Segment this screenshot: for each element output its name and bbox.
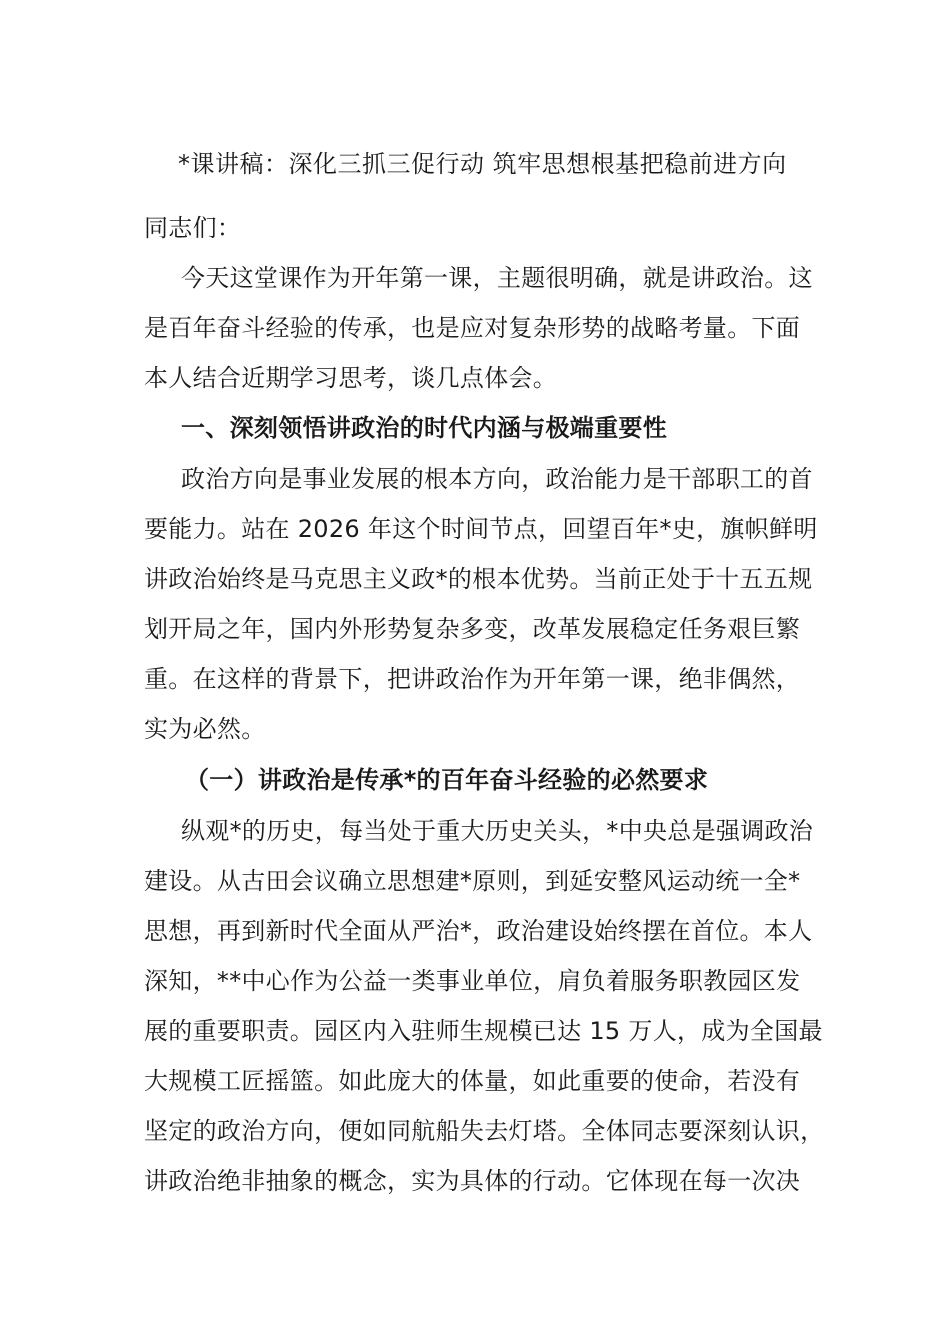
paragraph-line: 纵观*的历史，每当处于重大历史关头，*中央总是强调政治 [181,817,814,845]
paragraph-line: 大规模工匠摇篮。如此庞大的体量，如此重要的使命，若没有 [144,1067,801,1095]
paragraph-line: 今天这堂课作为开年第一课，主题很明确，就是讲政治。这 [181,264,813,292]
paragraph-line: 讲政治绝非抽象的概念，实为具体的行动。它体现在每一次决 [144,1167,801,1195]
paragraph-line: 深知，**中心作为公益一类事业单位，肩负着服务职教园区发 [144,967,801,995]
paragraph-line: 坚定的政治方向，便如同航船失去灯塔。全体同志要深刻认识， [144,1117,825,1145]
paragraph-line: 划开局之年，国内外形势复杂多变，改革发展稳定任务艰巨繁 [144,615,801,643]
paragraph-line: 政治方向是事业发展的根本方向，政治能力是干部职工的首 [181,465,813,493]
paragraph-line: 讲政治始终是马克思主义政*的根本优势。当前正处于十五五规 [144,565,813,593]
paragraph-line: 重。在这样的背景下，把讲政治作为开年第一课，绝非偶然， [144,665,801,693]
paragraph-line: 实为必然。 [144,715,266,743]
paragraph-line: 展的重要职责。园区内入驻师生规模已达 15 万人，成为全国最 [144,1017,823,1045]
paragraph-line: 本人结合近期学习思考，谈几点体会。 [144,364,558,392]
document-title: *课讲稿：深化三抓三促行动 筑牢思想根基把稳前进方向 [178,150,787,178]
paragraph-line: 建设。从古田会议确立思想建*原则，到延安整风运动统一全* [144,867,801,895]
section-heading: 一、深刻领悟讲政治的时代内涵与极端重要性 [181,414,667,442]
subsection-heading: （一）讲政治是传承*的百年奋斗经验的必然要求 [185,766,709,794]
paragraph-line: 是百年奋斗经验的传承，也是应对复杂形势的战略考量。下面 [144,314,801,342]
salutation: 同志们： [144,214,242,242]
paragraph-line: 思想，再到新时代全面从严治*，政治建设始终摆在首位。本人 [144,917,813,945]
paragraph-line: 要能力。站在 2026 年这个时间节点，回望百年*史，旗帜鲜明 [144,515,818,543]
